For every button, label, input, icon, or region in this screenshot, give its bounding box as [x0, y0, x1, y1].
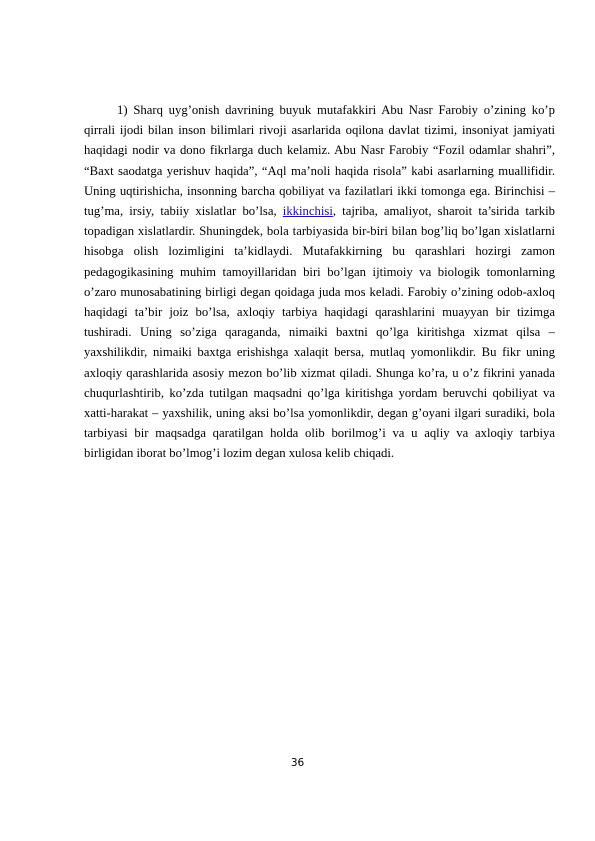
- ikkinchisi-link[interactable]: ikkinchisi: [282, 204, 333, 219]
- body-paragraph: [84, 100, 555, 464]
- paragraph-text-before-link: 1) Sharq uyg’onish davrining buyuk mutafakkiri Abu Nasr Farobiy o’zining ko’p qirrali ijodi bilan inson bilimlari rivoji asarlarida oqilona davlat tizimi, insoniyat jamiyati haqidagi nodir va dono fikrlarga duch kelamiz. Abu Nasr Farobiy “Fozil odamlar shahri”, “Baxt saodatga yerishuv haqida”, “Aql ma’noli haqida risola” kabi asarlarning muallifidir. Uning uqtirishicha, insonning barcha qobiliyat va fazilatlari ikki tomonga ega. Birinchisi – tug’ma, irsiy, tabiiy xislatlar bo’lsa,: [84, 103, 555, 219]
- paragraph-text-after-link: , tajriba, amaliyot, sharoit ta’sirida tarkib topadigan xislatlardir. Shuningdek, bola tarbiyasida bir-biri bilan bog’liq bo’lgan xislatlarni hisobga olish lozimligini ta’kidlaydi. Mutafakkirning bu qarashlari hozirgi zamon pedagogikasining muhim tamoyillaridan biri bo’lgan ijtimoiy va biologik tomonlarning o’zaro munosabatining birligi degan qoidaga juda mos keladi. Farobiy o’zining odob-axloq haqidagi ta’bir joiz bo’lsa, axloqiy tarbiya haqidagi qarashlarini muayyan bir tizimga tushiradi. Uning so’ziga qaraganda, nimaiki baxtni qo’lga kiritishga xizmat qilsa – yaxshilikdir, nimaiki baxtga erishishga xalaqit bersa, mutlaq yomonlikdir. Bu fikr uning axloqiy qarashlarida asosiy mezon bo’lib xizmat qiladi. Shunga ko’ra, u o’z fikrini yanada chuqurlashtirib, ko’zda tutilgan maqsadni qo’lga kiritishga yordam beruvchi qobiliyat va xatti-harakat – yaxshilik, uning aksi bo’lsa yomonlikdir, degan g’oyani ilgari suradiki, bola tarbiyasi bir maqsadga qaratilgan holda olib borilmog’i va u aqliy va axloqiy tarbiya birligidan iborat bo’lmog’i lozim degan xulosa kelib chiqadi.: [84, 204, 555, 461]
- page-number: 36: [290, 757, 305, 769]
